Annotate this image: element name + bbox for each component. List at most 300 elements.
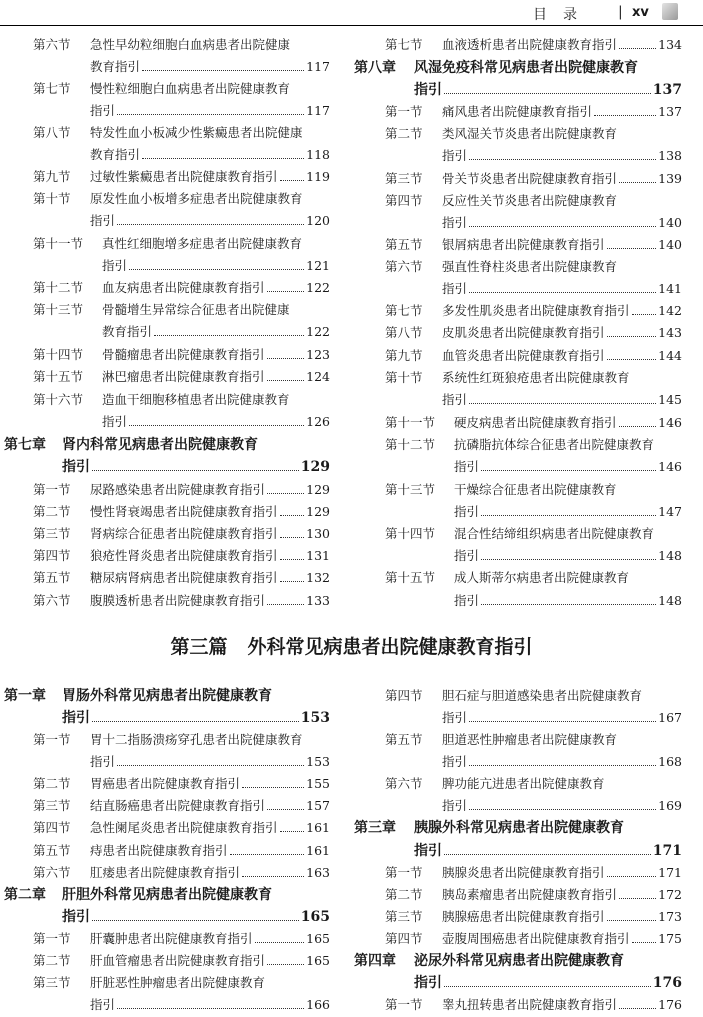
- toc-section-row: [0, 144, 330, 166]
- toc-page-number: 130: [306, 526, 330, 541]
- toc-page-number: 141: [658, 281, 682, 296]
- toc-page-number: 171: [658, 865, 682, 880]
- toc-entry-title: 骨关节炎患者出院健康教育指引: [442, 171, 618, 186]
- toc-entry-title: 类风湿关节炎患者出院健康教育: [442, 126, 618, 141]
- toc-chapter-row: [352, 972, 682, 994]
- toc-entry-label: 第一节: [385, 997, 423, 1012]
- toc-entry-title: 指引: [414, 975, 442, 991]
- toc-section-row: [352, 212, 682, 234]
- toc-page-number: 146: [658, 415, 682, 430]
- toc-section-row: [0, 840, 330, 862]
- toc-page-number: 173: [658, 909, 682, 924]
- toc-dot-leader: [607, 359, 656, 360]
- toc-entry-label: 第十三节: [385, 482, 436, 497]
- toc-entry-label: 第九节: [33, 169, 71, 184]
- toc-page-number: 122: [306, 280, 330, 295]
- toc-page-number: 140: [658, 237, 682, 252]
- toc-entry-title: 银屑病患者出院健康教育指引: [442, 237, 605, 252]
- toc-page-number: 137: [658, 104, 682, 119]
- toc-dot-leader: [255, 942, 304, 943]
- toc-section-row: [352, 456, 682, 478]
- toc-entry-label: 第三章: [354, 820, 396, 836]
- toc-dot-leader: [230, 854, 304, 855]
- toc-dot-leader: [469, 403, 656, 404]
- toc-entry-label: 第四节: [385, 688, 423, 703]
- toc-entry-label: 第六节: [385, 776, 423, 791]
- toc-page-number: 121: [306, 258, 330, 273]
- toc-entry-label: 第三节: [33, 798, 71, 813]
- toc-dot-leader: [117, 1008, 304, 1009]
- toc-page-number: 120: [306, 213, 330, 228]
- toc-entry-label: 第二节: [33, 504, 71, 519]
- toc-entry-label: 第十五节: [33, 369, 84, 384]
- toc-page-number: 124: [306, 369, 330, 384]
- toc-entry-label: 第一节: [33, 482, 71, 497]
- toc-entry-label: 第二节: [385, 126, 423, 141]
- toc-page-number: 153: [306, 754, 330, 769]
- part-three-label: 第三篇: [170, 636, 228, 658]
- toc-entry-title: 指引: [442, 148, 468, 163]
- toc-chapter-row: [352, 57, 682, 79]
- part-three-title: 外科常见病患者出院健康教育指引: [247, 636, 533, 658]
- toc-entry-title: 过敏性紫癜患者出院健康教育指引: [90, 169, 278, 184]
- toc-entry-label: 第四节: [33, 820, 71, 835]
- toc-section-row: [352, 906, 682, 928]
- toc-entry-label: 第三节: [33, 526, 71, 541]
- toc-section-row: [352, 523, 682, 545]
- toc-page-number: 157: [306, 798, 330, 813]
- toc-dot-leader: [632, 314, 656, 315]
- toc-section-row: [0, 590, 330, 612]
- toc-section-row: [352, 168, 682, 190]
- toc-section-row: [0, 299, 330, 321]
- toc-entry-label: 第七节: [385, 37, 423, 52]
- toc-dot-leader: [267, 964, 304, 965]
- toc-entry-label: 第四节: [33, 548, 71, 563]
- toc-section-row: [0, 233, 330, 255]
- toc-dot-leader: [280, 581, 304, 582]
- toc-entry-title: 指引: [90, 997, 116, 1012]
- toc-entry-label: 第二节: [385, 887, 423, 902]
- toc-page-number: 129: [306, 482, 330, 497]
- toc-entry-label: 第六节: [385, 259, 423, 274]
- toc-entry-label: 第五节: [33, 843, 71, 858]
- toc-entry-title: 痛风患者出院健康教育指引: [442, 104, 593, 119]
- toc-dot-leader: [242, 876, 304, 877]
- toc-entry-title: 胃肠外科常见病患者出院健康教育: [62, 688, 272, 704]
- toc-section-row: [352, 501, 682, 523]
- toc-entry-title: 肾病综合征患者出院健康教育指引: [90, 526, 278, 541]
- toc-entry-title: 痔患者出院健康教育指引: [90, 843, 228, 858]
- toc-entry-title: 胆道恶性肿瘤患者出院健康教育: [442, 732, 618, 747]
- toc-page-number: 126: [306, 414, 330, 429]
- toc-entry-title: 指引: [62, 710, 90, 726]
- toc-dot-leader: [607, 248, 656, 249]
- toc-page-number: 139: [658, 171, 682, 186]
- toc-entry-label: 第十一节: [385, 415, 436, 430]
- toc-entry-title: 指引: [442, 392, 468, 407]
- toc-page-number: 147: [658, 504, 682, 519]
- toc-entry-label: 第十五节: [385, 570, 436, 585]
- toc-column-left: [0, 0, 330, 1017]
- toc-section-row: [352, 590, 682, 612]
- toc-dot-leader: [142, 158, 304, 159]
- toc-entry-title: 强直性脊柱炎患者出院健康教育: [442, 259, 618, 274]
- toc-entry-label: 第十二节: [33, 280, 84, 295]
- toc-entry-title: 胰腺癌患者出院健康教育指引: [442, 909, 605, 924]
- toc-entry-title: 慢性肾衰竭患者出院健康教育指引: [90, 504, 278, 519]
- toc-dot-leader: [594, 115, 656, 116]
- toc-entry-title: 骨髓增生异常综合征患者出院健康: [102, 302, 290, 317]
- toc-entry-title: 狼疮性肾炎患者出院健康教育指引: [90, 548, 278, 563]
- toc-section-row: [352, 367, 682, 389]
- toc-entry-label: 第二章: [4, 887, 46, 903]
- toc-section-row: [352, 707, 682, 729]
- toc-chapter-row: [352, 817, 682, 839]
- toc-entry-label: 第十节: [385, 370, 423, 385]
- toc-section-row: [0, 545, 330, 567]
- toc-section-row: [0, 817, 330, 839]
- toc-entry-title: 泌尿外科常见病患者出院健康教育: [414, 953, 624, 969]
- toc-section-row: [0, 928, 330, 950]
- toc-section-row: [352, 994, 682, 1016]
- toc-section-row: [352, 479, 682, 501]
- toc-column-right: [352, 0, 682, 1017]
- toc-section-row: [0, 122, 330, 144]
- toc-dot-leader: [117, 114, 304, 115]
- toc-dot-leader: [280, 515, 304, 516]
- toc-dot-leader: [267, 604, 304, 605]
- toc-section-row: [352, 389, 682, 411]
- toc-section-row: [352, 795, 682, 817]
- toc-entry-label: 第一节: [33, 931, 71, 946]
- toc-page-number: 165: [306, 953, 330, 968]
- toc-chapter-row: [0, 906, 330, 928]
- toc-dot-leader: [469, 765, 656, 766]
- toc-entry-title: 血液透析患者出院健康教育指引: [442, 37, 618, 52]
- toc-dot-leader: [154, 335, 304, 336]
- toc-section-row: [352, 862, 682, 884]
- toc-entry-title: 风湿免疫科常见病患者出院健康教育: [414, 60, 638, 76]
- toc-entry-label: 第十二节: [385, 437, 436, 452]
- toc-entry-title: 多发性肌炎患者出院健康教育指引: [442, 303, 630, 318]
- toc-page-number: 165: [306, 931, 330, 946]
- toc-chapter-row: [0, 685, 330, 707]
- toc-page-number: 142: [658, 303, 682, 318]
- toc-entry-title: 腹膜透析患者出院健康教育指引: [90, 593, 266, 608]
- toc-entry-title: 教育指引: [90, 59, 141, 74]
- toc-section-row: [0, 523, 330, 545]
- toc-section-row: [0, 277, 330, 299]
- toc-entry-label: 第五节: [385, 237, 423, 252]
- toc-entry-title: 胰腺炎患者出院健康教育指引: [442, 865, 605, 880]
- toc-entry-title: 急性早幼粒细胞白血病患者出院健康: [90, 37, 291, 52]
- toc-page-number: 144: [658, 348, 682, 363]
- header-title: 目录: [533, 7, 593, 23]
- toc-dot-leader: [481, 515, 656, 516]
- toc-entry-title: 指引: [454, 548, 480, 563]
- toc-chapter-row: [352, 79, 682, 101]
- toc-section-row: [0, 78, 330, 100]
- toc-dot-leader: [280, 537, 304, 538]
- part-three-heading: [0, 633, 703, 661]
- toc-entry-title: 造血干细胞移植患者出院健康教育: [102, 392, 290, 407]
- toc-entry-title: 指引: [102, 258, 128, 273]
- toc-entry-title: 指引: [442, 798, 468, 813]
- toc-section-row: [352, 322, 682, 344]
- toc-entry-title: 骨髓瘤患者出院健康教育指引: [102, 347, 265, 362]
- toc-section-row: [352, 884, 682, 906]
- toc-section-row: [352, 34, 682, 56]
- toc-entry-title: 胆石症与胆道感染患者出院健康教育: [442, 688, 643, 703]
- toc-section-row: [352, 685, 682, 707]
- toc-page-number: 143: [658, 325, 682, 340]
- toc-dot-leader: [469, 809, 656, 810]
- toc-page-number: 171: [652, 843, 682, 859]
- toc-chapter-row: [0, 707, 330, 729]
- toc-section-row: [0, 389, 330, 411]
- toc-chapter-row: [0, 434, 330, 456]
- toc-entry-label: 第十一节: [33, 236, 84, 251]
- toc-dot-leader: [469, 159, 656, 160]
- toc-entry-title: 混合性结缔组织病患者出院健康教育: [454, 526, 655, 541]
- toc-section-row: [0, 210, 330, 232]
- toc-entry-title: 胃癌患者出院健康教育指引: [90, 776, 241, 791]
- toc-entry-title: 反应性关节炎患者出院健康教育: [442, 193, 618, 208]
- header-page-number: xv: [632, 5, 649, 20]
- toc-page-number: 122: [306, 324, 330, 339]
- toc-page-number: 163: [306, 865, 330, 880]
- toc-entry-title: 血友病患者出院健康教育指引: [102, 280, 265, 295]
- toc-page-number: 168: [658, 754, 682, 769]
- toc-entry-title: 教育指引: [102, 324, 153, 339]
- toc-entry-title: 指引: [90, 103, 116, 118]
- toc-dot-leader: [632, 942, 656, 943]
- toc-dot-leader: [117, 224, 304, 225]
- toc-entry-label: 第六节: [33, 865, 71, 880]
- toc-entry-label: 第十六节: [33, 392, 84, 407]
- toc-page-number: 161: [306, 843, 330, 858]
- toc-dot-leader: [607, 336, 656, 337]
- toc-dot-leader: [619, 1008, 656, 1009]
- toc-dot-leader: [280, 559, 304, 560]
- toc-section-row: [352, 751, 682, 773]
- toc-dot-leader: [481, 604, 656, 605]
- toc-page-number: 176: [652, 975, 682, 991]
- toc-section-row: [0, 366, 330, 388]
- toc-entry-title: 壶腹周围癌患者出院健康教育指引: [442, 931, 630, 946]
- header-separator: |: [618, 4, 623, 20]
- toc-page-number: 155: [306, 776, 330, 791]
- toc-page-number: 138: [658, 148, 682, 163]
- toc-section-row: [0, 862, 330, 884]
- toc-page-number: 129: [300, 459, 330, 475]
- toc-page-number: 133: [306, 593, 330, 608]
- toc-section-row: [352, 345, 682, 367]
- toc-entry-label: 第八节: [385, 325, 423, 340]
- toc-entry-label: 第九节: [385, 348, 423, 363]
- toc-entry-title: 指引: [442, 754, 468, 769]
- toc-section-row: [352, 278, 682, 300]
- toc-page-number: 153: [300, 710, 330, 726]
- toc-page-number: 166: [306, 997, 330, 1012]
- toc-section-row: [352, 145, 682, 167]
- toc-page-number: 169: [658, 798, 682, 813]
- toc-entry-label: 第三节: [385, 171, 423, 186]
- toc-dot-leader: [481, 470, 656, 471]
- toc-dot-leader: [267, 358, 304, 359]
- toc-entry-title: 尿路感染患者出院健康教育指引: [90, 482, 266, 497]
- toc-entry-title: 指引: [442, 281, 468, 296]
- toc-dot-leader: [469, 292, 656, 293]
- toc-entry-title: 胰岛素瘤患者出院健康教育指引: [442, 887, 618, 902]
- toc-entry-title: 肛瘘患者出院健康教育指引: [90, 865, 241, 880]
- toc-entry-title: 特发性血小板减少性紫癜患者出院健康: [90, 125, 303, 140]
- toc-dot-leader: [444, 93, 651, 94]
- toc-dot-leader: [619, 426, 656, 427]
- toc-entry-title: 血管炎患者出院健康教育指引: [442, 348, 605, 363]
- toc-entry-title: 原发性血小板增多症患者出院健康教育: [90, 191, 303, 206]
- toc-entry-title: 指引: [414, 843, 442, 859]
- toc-page-number: 145: [658, 392, 682, 407]
- toc-page-number: 140: [658, 215, 682, 230]
- toc-entry-label: 第四节: [385, 193, 423, 208]
- toc-section-row: [0, 950, 330, 972]
- toc-entry-title: 指引: [442, 215, 468, 230]
- toc-section-row: [0, 795, 330, 817]
- toc-section-row: [0, 56, 330, 78]
- toc-entry-title: 睾丸扭转患者出院健康教育指引: [442, 997, 618, 1012]
- toc-entry-title: 指引: [90, 213, 116, 228]
- toc-entry-title: 抗磷脂抗体综合征患者出院健康教育: [454, 437, 655, 452]
- toc-page-number: 117: [306, 103, 330, 118]
- toc-entry-title: 胰腺外科常见病患者出院健康教育: [414, 820, 624, 836]
- toc-entry-title: 硬皮病患者出院健康教育指引: [454, 415, 617, 430]
- toc-page-number: 119: [306, 169, 330, 184]
- toc-entry-label: 第六节: [33, 37, 71, 52]
- toc-entry-title: 糖尿病肾病患者出院健康教育指引: [90, 570, 278, 585]
- toc-entry-label: 第一节: [385, 104, 423, 119]
- toc-page-number: 175: [658, 931, 682, 946]
- toc-section-row: [352, 567, 682, 589]
- toc-entry-title: 教育指引: [90, 147, 141, 162]
- toc-entry-label: 第四节: [385, 931, 423, 946]
- toc-dot-leader: [619, 898, 656, 899]
- toc-dot-leader: [607, 920, 656, 921]
- toc-dot-leader: [117, 765, 304, 766]
- toc-dot-leader: [129, 425, 304, 426]
- toc-section-row: [352, 123, 682, 145]
- toc-section-row: [0, 479, 330, 501]
- toc-chapter-row: [352, 840, 682, 862]
- toc-section-row: [0, 321, 330, 343]
- toc-dot-leader: [129, 269, 304, 270]
- toc-entry-title: 指引: [62, 459, 90, 475]
- toc-entry-title: 干燥综合征患者出院健康教育: [454, 482, 617, 497]
- toc-entry-title: 指引: [90, 754, 116, 769]
- toc-entry-label: 第七节: [385, 303, 423, 318]
- toc-entry-label: 第三节: [385, 909, 423, 924]
- toc-entry-title: 结直肠癌患者出院健康教育指引: [90, 798, 266, 813]
- toc-dot-leader: [267, 809, 304, 810]
- toc-section-row: [0, 994, 330, 1016]
- toc-entry-title: 淋巴瘤患者出院健康教育指引: [102, 369, 265, 384]
- toc-section-row: [352, 101, 682, 123]
- toc-entry-label: 第十四节: [385, 526, 436, 541]
- toc-entry-title: 脾功能亢进患者出院健康教育: [442, 776, 605, 791]
- toc-entry-title: 胃十二指肠溃疡穿孔患者出院健康教育: [90, 732, 303, 747]
- toc-entry-label: 第七节: [33, 81, 71, 96]
- toc-entry-label: 第一章: [4, 688, 46, 704]
- toc-section-row: [0, 501, 330, 523]
- toc-entry-label: 第十四节: [33, 347, 84, 362]
- toc-dot-leader: [267, 380, 304, 381]
- toc-entry-title: 肝胆外科常见病患者出院健康教育: [62, 887, 272, 903]
- toc-entry-label: 第六节: [33, 593, 71, 608]
- toc-page-number: 134: [658, 37, 682, 52]
- toc-section-row: [0, 100, 330, 122]
- toc-dot-leader: [619, 182, 656, 183]
- toc-entry-title: 肝脏恶性肿瘤患者出院健康教育: [90, 975, 266, 990]
- toc-section-row: [352, 234, 682, 256]
- toc-entry-title: 成人斯蒂尔病患者出院健康教育: [454, 570, 630, 585]
- toc-page-number: 148: [658, 593, 682, 608]
- toc-section-row: [352, 773, 682, 795]
- toc-page-number: 131: [306, 548, 330, 563]
- toc-chapter-row: [0, 884, 330, 906]
- toc-dot-leader: [444, 854, 651, 855]
- toc-entry-label: 第八节: [33, 125, 71, 140]
- toc-entry-label: 第八章: [354, 60, 396, 76]
- toc-dot-leader: [469, 226, 656, 227]
- toc-section-row: [352, 729, 682, 751]
- toc-section-row: [0, 411, 330, 433]
- toc-dot-leader: [280, 180, 304, 181]
- toc-page-number: 132: [306, 570, 330, 585]
- toc-entry-label: 第一节: [33, 732, 71, 747]
- toc-entry-title: 急性阑尾炎患者出院健康教育指引: [90, 820, 278, 835]
- toc-entry-title: 指引: [442, 710, 468, 725]
- toc-page-number: 172: [658, 887, 682, 902]
- toc-section-row: [352, 300, 682, 322]
- toc-dot-leader: [267, 493, 304, 494]
- toc-page-number: 118: [306, 147, 330, 162]
- toc-entry-label: 第三节: [33, 975, 71, 990]
- toc-entry-label: 第十节: [33, 191, 71, 206]
- toc-dot-leader: [280, 831, 304, 832]
- toc-entry-title: 指引: [454, 504, 480, 519]
- toc-dot-leader: [481, 559, 656, 560]
- toc-section-row: [352, 545, 682, 567]
- toc-entry-label: 第四章: [354, 953, 396, 969]
- toc-dot-leader: [469, 721, 656, 722]
- toc-page-number: 117: [306, 59, 330, 74]
- toc-section-row: [0, 188, 330, 210]
- toc-page-number: 146: [658, 459, 682, 474]
- toc-section-row: [0, 166, 330, 188]
- toc-section-row: [0, 751, 330, 773]
- toc-entry-title: 肝囊肿患者出院健康教育指引: [90, 931, 253, 946]
- toc-entry-label: 第五节: [33, 570, 71, 585]
- toc-entry-title: 指引: [414, 82, 442, 98]
- toc-chapter-row: [0, 456, 330, 478]
- toc-dot-leader: [142, 70, 304, 71]
- toc-section-row: [352, 928, 682, 950]
- toc-section-row: [0, 567, 330, 589]
- toc-page-number: 165: [300, 909, 330, 925]
- toc-page-number: 129: [306, 504, 330, 519]
- toc-entry-title: 指引: [454, 459, 480, 474]
